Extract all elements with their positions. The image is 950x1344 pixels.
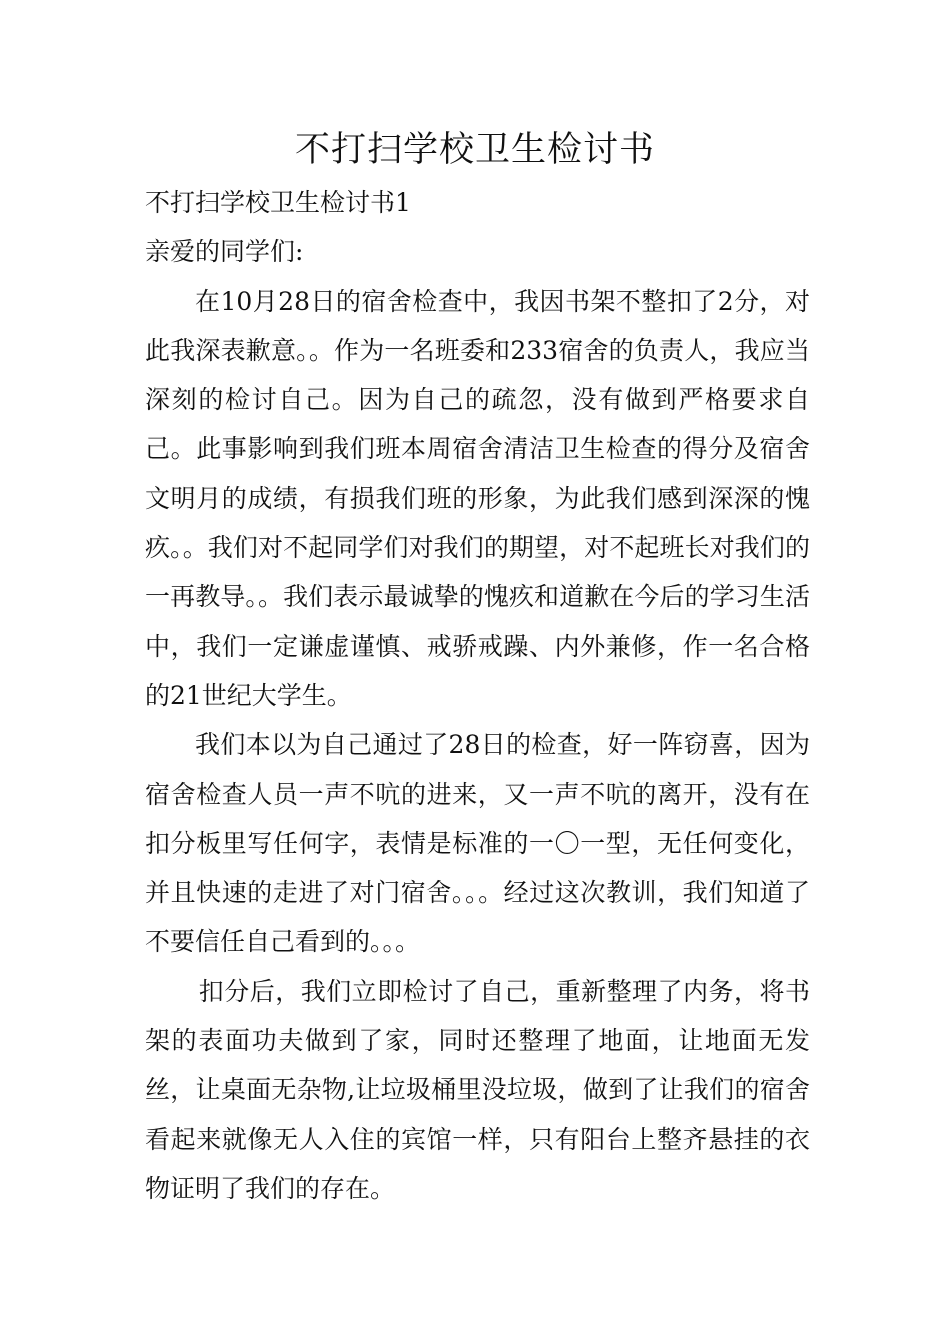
paragraph-1: 在10月28日的宿舍检查中，我因书架不整扣了2分，对此我深表歉意。。作为一名班委和233宿舍的负责人，我应当深刻的检讨自己。因为自己的疏忽，没有做到严格要求自己。此事影响到我们班本周宿舍清洁卫生检查的得分及宿舍文明月的成绩，有损我们班的形象，为此我们感到深深的愧疚。。我们对不起同学们对我们的期望，对不起班长对我们的一再教导。。我们表示最诚挚的愧疚和道歉在今后的学习生活中，我们一定谦虚谨慎、戒骄戒躁、内外兼修，作一名合格的21世纪大学生。 bbox=[145, 286, 810, 710]
salutation: 亲爱的同学们: bbox=[145, 237, 304, 267]
document-body bbox=[145, 178, 810, 1213]
paragraph-2: 我们本以为自己通过了28日的检查，好一阵窃喜，因为宿舍检查人员一声不吭的进来，又一声不吭的离开，没有在扣分板里写任何字，表情是标准的一〇一型，无任何变化，并且快速的走进了对门宿舍。。。经过这次教训，我们知道了不要信任自己看到的。。。 bbox=[145, 730, 810, 957]
paragraph-3: 扣分后，我们立即检讨了自己，重新整理了内务，将书架的表面功夫做到了家，同时还整理了地面，让地面无发丝，让桌面无杂物,让垃圾桶里没垃圾，做到了让我们的宿舍看起来就像无人入住的宾馆一样，只有阳台上整齐悬挂的衣物证明了我们的存在。 bbox=[145, 976, 810, 1203]
document-subtitle: 不打扫学校卫生检讨书1 bbox=[145, 188, 411, 217]
document-title: 不打扫学校卫生检讨书 bbox=[294, 130, 655, 170]
